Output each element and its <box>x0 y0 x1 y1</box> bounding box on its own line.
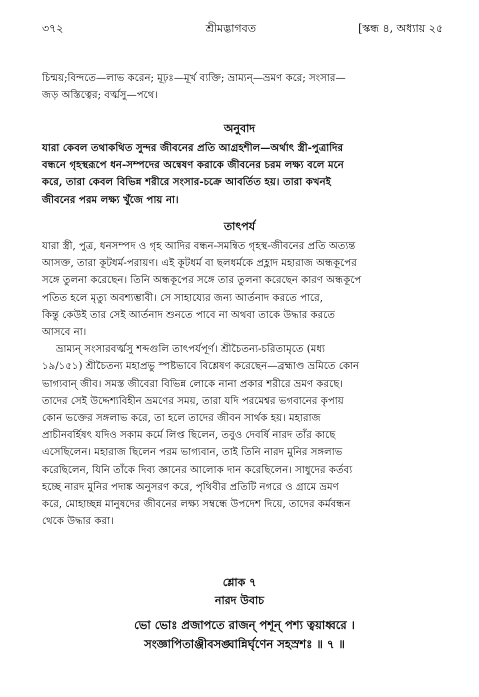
book-title: শ্রীমদ্ভাগবত <box>205 22 256 35</box>
purport-line: যারা স্ত্রী, পুত্র, ধনসম্পদ ও গৃহ আদির বন্ধন-সমন্বিত গৃহস্থ-জীবনের প্রতি অত্যন্ত <box>42 241 356 252</box>
purport-line: হচ্ছে নারদ মুনির পদাঙ্ক অনুসরণ করে, পৃথিবীর প্রতিটি নগরে ও গ্রামে ভ্রমণ <box>42 481 339 493</box>
translation-heading: অনুবাদ <box>223 122 256 135</box>
purport-line: করেছিলেন, যিনি তাঁকে দিব্য জ্ঞানের আলোক দান করেছিলেন। সাধুদের কর্তব্য <box>42 464 353 476</box>
translation-line: করে, তারা কেবল বিভিন্ন শরীরে সংসার-চক্রে আবর্তিত হয়। তারা কখনই <box>42 176 331 189</box>
synonyms-line: জড় অস্তিত্বের; বর্ত্মসু—পথে। <box>42 90 158 102</box>
purport-line: ভ্রাম্যন্ সংসারবর্ত্মসু শব্দগুলি তাৎপর্যপূর্ণ। শ্রীচৈতন্য-চরিতামৃতে (মধ্য <box>56 344 326 356</box>
page-number: ৩৭২ <box>42 22 64 35</box>
synonyms-line: চিন্ময়;বিন্দতে—লাভ করেন; মূঢ়ঃ—মূর্খ ব্যক্তি; ভ্রাম্যন্—ভ্রমণ করে; সংসার— <box>42 73 346 84</box>
purport-line: প্রাচীনবর্হিষৎ যদিও সকাম কর্মে লিপ্ত ছিলেন, তবুও দেবর্ষি নারদ তাঁর কাছে <box>42 430 336 442</box>
purport-line: কোন ভক্তের সঙ্গলাভ করে, তা হলে তাদের জীবন সার্থক হয়। মহারাজ <box>42 413 321 425</box>
translation-block <box>42 140 443 209</box>
purport-line: তাদের সেই উদ্দেশ্যবিহীন ভ্রমণের সময়, তারা যদি পরমেশ্বর ভগবানের কৃপায় <box>42 395 344 407</box>
translation-line: বন্ধনে গৃহস্থরূপে ধন-সম্পদের অন্বেষণ করাকে জীবনের চরম লক্ষ্য বলে মনে <box>42 159 344 172</box>
purport-line: কিন্তু কেউই তার সেই আর্তনাদ শুনতে পাবে না অথবা তাকে উদ্ধার করতে <box>42 309 336 321</box>
purport-line: সঙ্গে তুলনা করেছেন। তিনি অন্ধকূপের সঙ্গে তার তুলনা করেছেন কারণ অন্ধকূপে <box>42 275 362 287</box>
verse-speaker: নারদ উবাচ <box>214 594 265 607</box>
purport-block <box>42 238 443 530</box>
purport-line: পতিত হলে মৃত্যু অবশ্যম্ভাবী। সে সাহায্যের জন্য আর্তনাদ করতে পারে, <box>42 292 323 304</box>
translation-line: যারা কেবল তথাকথিত সুন্দর জীবনের প্রতি আগ্রহশীল—অর্থাৎ স্ত্রী-পুত্রাদির <box>42 142 344 154</box>
verse-heading: শ্লোক ৭ <box>222 576 257 589</box>
purport-line: ১৯/১৫১) শ্রীচৈতন্য মহাপ্রভু স্পষ্টভাবে বিশ্লেষণ করেছেন—ব্রহ্মাণ্ড ভ্রমিতে কোন <box>42 361 360 373</box>
verse-line: সংজ্ঞাপিতাঞ্জীবসঙ্ঘান্নির্ঘৃণেন সহস্রশঃ ॥ ৭ ॥ <box>144 637 345 651</box>
purport-line: আসক্ত, তারা কূটধর্ম-পরায়ণ। এই কূটধর্ম বা ছলধর্মকে প্রহ্লাদ মহারাজ অন্ধকূপের <box>42 258 357 270</box>
purport-heading: তাৎপর্য <box>223 220 256 233</box>
purport-line: আসবে না। <box>42 327 87 339</box>
purport-line: করে, মোহাচ্ছন্ন মানুষদের জীবনের লক্ষ্য সম্বন্ধে উপদেশ দিয়ে, তাদের কর্মবন্ধন <box>42 499 351 511</box>
purport-line: থেকে উদ্ধার করা। <box>42 516 114 528</box>
chapter-reference: [স্কন্ধ ৪, অধ্যায় ২৫ <box>358 22 443 35</box>
verse-line: ভো ভোঃ প্রজাপতে রাজন্ পশূন্ পশ্য ত্বয়াধ্বরে । <box>134 618 355 632</box>
purport-line: এসেছিলেন। মহারাজ ছিলেন পরম ভাগ্যবান, তাই তিনি নারদ মুনির সঙ্গলাভ <box>42 447 343 459</box>
translation-line: জীবনের পরম লক্ষ্য খুঁজে পায় না। <box>42 193 179 206</box>
purport-line: ভাগ্যবান্ জীব। সমস্ত জীবেরা বিভিন্ন লোকে নানা প্রকার শরীরে ভ্রমণ করছে। <box>42 378 344 390</box>
sanskrit-verse <box>60 616 429 654</box>
page-header <box>42 20 443 39</box>
synonyms-block <box>42 70 443 104</box>
